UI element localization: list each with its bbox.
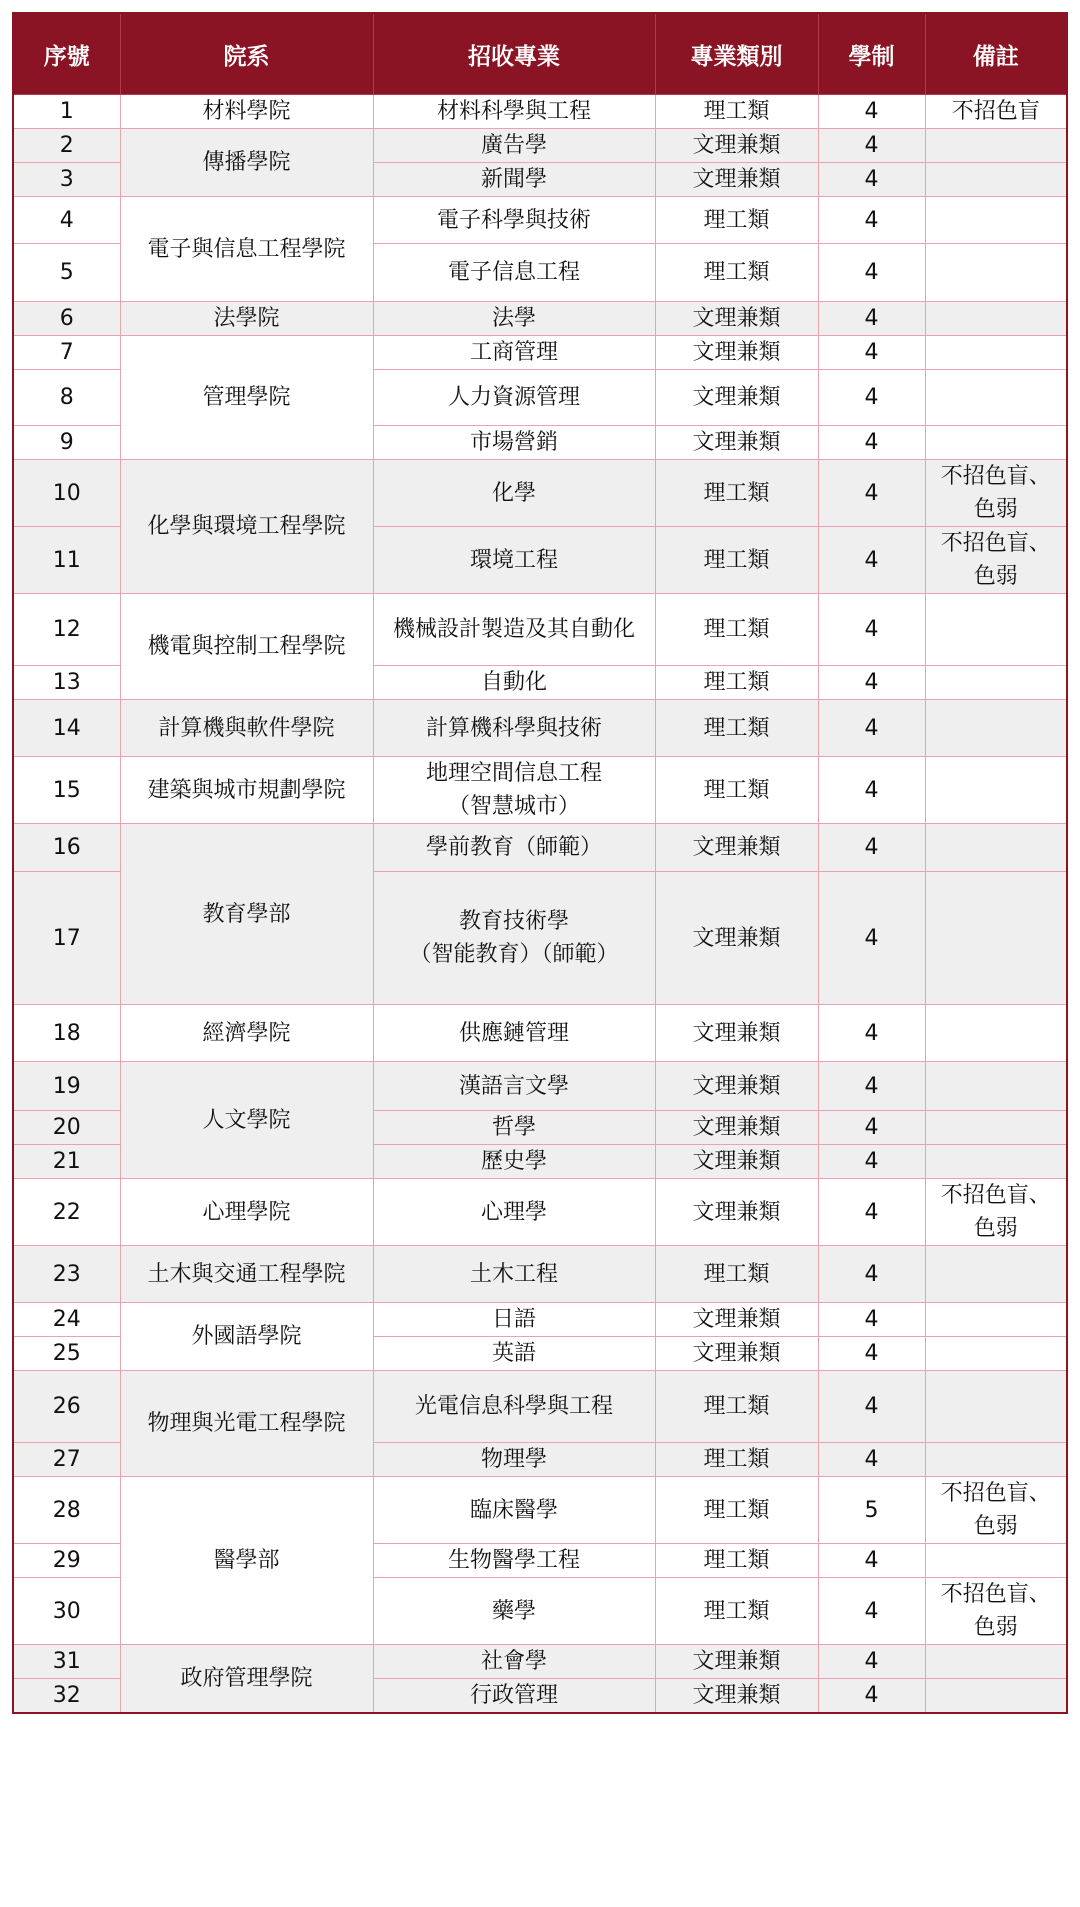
college-name: 外國語學院 — [120, 1303, 373, 1371]
college-name: 建築與城市規劃學院 — [120, 757, 373, 824]
remark — [925, 426, 1067, 460]
major-name: 計算機科學與技術 — [373, 700, 655, 757]
remark — [925, 1303, 1067, 1337]
major-name: 材料科學與工程 — [373, 95, 655, 129]
header-college: 院系 — [120, 13, 373, 95]
row-number: 12 — [13, 594, 120, 666]
program-years: 4 — [818, 1578, 925, 1645]
program-years: 4 — [818, 302, 925, 336]
row-number: 23 — [13, 1246, 120, 1303]
major-category: 理工類 — [655, 197, 818, 244]
header-row — [13, 13, 1067, 95]
program-years: 4 — [818, 527, 925, 594]
admissions-table — [12, 12, 1068, 1714]
college-name: 政府管理學院 — [120, 1645, 373, 1714]
row-number: 30 — [13, 1578, 120, 1645]
program-years: 4 — [818, 95, 925, 129]
row-number: 32 — [13, 1679, 120, 1714]
major-category: 文理兼類 — [655, 302, 818, 336]
remark: 不招色盲、 色弱 — [925, 1578, 1067, 1645]
program-years: 5 — [818, 1477, 925, 1544]
table-row — [13, 336, 1067, 370]
program-years: 4 — [818, 426, 925, 460]
program-years: 4 — [818, 872, 925, 1005]
program-years: 4 — [818, 244, 925, 302]
college-name: 電子與信息工程學院 — [120, 197, 373, 302]
college-name: 心理學院 — [120, 1179, 373, 1246]
major-category: 文理兼類 — [655, 163, 818, 197]
college-name: 經濟學院 — [120, 1005, 373, 1062]
college-name: 人文學院 — [120, 1062, 373, 1179]
major-category: 文理兼類 — [655, 1303, 818, 1337]
college-name: 材料學院 — [120, 95, 373, 129]
remark — [925, 163, 1067, 197]
header-no: 序號 — [13, 13, 120, 95]
college-name: 化學與環境工程學院 — [120, 460, 373, 594]
major-category: 文理兼類 — [655, 1645, 818, 1679]
college-name: 機電與控制工程學院 — [120, 594, 373, 700]
header-category: 專業類別 — [655, 13, 818, 95]
college-name: 教育學部 — [120, 824, 373, 1005]
major-name: 歷史學 — [373, 1145, 655, 1179]
major-name: 物理學 — [373, 1443, 655, 1477]
program-years: 4 — [818, 1443, 925, 1477]
remark: 不招色盲、 色弱 — [925, 1179, 1067, 1246]
college-name: 物理與光電工程學院 — [120, 1371, 373, 1477]
remark — [925, 1005, 1067, 1062]
remark — [925, 757, 1067, 824]
remark — [925, 1145, 1067, 1179]
major-category: 理工類 — [655, 1371, 818, 1443]
program-years: 4 — [818, 700, 925, 757]
major-name: 教育技術學 （智能教育）（師範） — [373, 872, 655, 1005]
major-category: 理工類 — [655, 1544, 818, 1578]
row-number: 1 — [13, 95, 120, 129]
program-years: 4 — [818, 594, 925, 666]
major-category: 文理兼類 — [655, 426, 818, 460]
major-name: 新聞學 — [373, 163, 655, 197]
program-years: 4 — [818, 1145, 925, 1179]
program-years: 4 — [818, 1544, 925, 1578]
row-number: 25 — [13, 1337, 120, 1371]
program-years: 4 — [818, 666, 925, 700]
college-name: 管理學院 — [120, 336, 373, 460]
table-row — [13, 1062, 1067, 1111]
remark — [925, 244, 1067, 302]
program-years: 4 — [818, 1246, 925, 1303]
remark — [925, 1062, 1067, 1111]
remark — [925, 1544, 1067, 1578]
row-number: 28 — [13, 1477, 120, 1544]
row-number: 5 — [13, 244, 120, 302]
major-name: 光電信息科學與工程 — [373, 1371, 655, 1443]
major-category: 文理兼類 — [655, 1337, 818, 1371]
table-row — [13, 1246, 1067, 1303]
major-name: 機械設計製造及其自動化 — [373, 594, 655, 666]
major-name: 市場營銷 — [373, 426, 655, 460]
table-row — [13, 1303, 1067, 1337]
major-name: 化學 — [373, 460, 655, 527]
remark — [925, 129, 1067, 163]
row-number: 3 — [13, 163, 120, 197]
row-number: 20 — [13, 1111, 120, 1145]
remark — [925, 872, 1067, 1005]
table-row — [13, 1371, 1067, 1443]
college-name: 傳播學院 — [120, 129, 373, 197]
major-category: 文理兼類 — [655, 370, 818, 426]
major-name: 行政管理 — [373, 1679, 655, 1714]
row-number: 21 — [13, 1145, 120, 1179]
row-number: 14 — [13, 700, 120, 757]
major-name: 漢語言文學 — [373, 1062, 655, 1111]
remark — [925, 1246, 1067, 1303]
remark — [925, 1443, 1067, 1477]
table-row — [13, 302, 1067, 336]
remark: 不招色盲 — [925, 95, 1067, 129]
college-name: 醫學部 — [120, 1477, 373, 1645]
table-row — [13, 95, 1067, 129]
major-category: 理工類 — [655, 700, 818, 757]
row-number: 24 — [13, 1303, 120, 1337]
remark — [925, 197, 1067, 244]
major-category: 理工類 — [655, 666, 818, 700]
major-category: 理工類 — [655, 594, 818, 666]
program-years: 4 — [818, 163, 925, 197]
remark: 不招色盲、 色弱 — [925, 460, 1067, 527]
college-name: 土木與交通工程學院 — [120, 1246, 373, 1303]
row-number: 6 — [13, 302, 120, 336]
major-name: 土木工程 — [373, 1246, 655, 1303]
row-number: 8 — [13, 370, 120, 426]
major-name: 地理空間信息工程 （智慧城市） — [373, 757, 655, 824]
program-years: 4 — [818, 1111, 925, 1145]
major-category: 理工類 — [655, 527, 818, 594]
major-category: 文理兼類 — [655, 1179, 818, 1246]
remark: 不招色盲、 色弱 — [925, 527, 1067, 594]
major-name: 電子科學與技術 — [373, 197, 655, 244]
major-category: 理工類 — [655, 1578, 818, 1645]
major-category: 理工類 — [655, 460, 818, 527]
major-name: 廣告學 — [373, 129, 655, 163]
major-category: 理工類 — [655, 1246, 818, 1303]
major-name: 生物醫學工程 — [373, 1544, 655, 1578]
remark — [925, 700, 1067, 757]
table-row — [13, 1005, 1067, 1062]
table-row — [13, 594, 1067, 666]
row-number: 11 — [13, 527, 120, 594]
major-category: 文理兼類 — [655, 824, 818, 872]
row-number: 26 — [13, 1371, 120, 1443]
row-number: 17 — [13, 872, 120, 1005]
major-name: 電子信息工程 — [373, 244, 655, 302]
major-category: 文理兼類 — [655, 1145, 818, 1179]
major-name: 人力資源管理 — [373, 370, 655, 426]
program-years: 4 — [818, 1303, 925, 1337]
table-row — [13, 1477, 1067, 1544]
program-years: 4 — [818, 197, 925, 244]
table-row — [13, 460, 1067, 527]
major-name: 自動化 — [373, 666, 655, 700]
program-years: 4 — [818, 1179, 925, 1246]
major-category: 文理兼類 — [655, 1062, 818, 1111]
remark — [925, 666, 1067, 700]
major-name: 社會學 — [373, 1645, 655, 1679]
program-years: 4 — [818, 370, 925, 426]
row-number: 7 — [13, 336, 120, 370]
program-years: 4 — [818, 1005, 925, 1062]
major-category: 文理兼類 — [655, 872, 818, 1005]
major-category: 理工類 — [655, 95, 818, 129]
row-number: 10 — [13, 460, 120, 527]
header-major: 招收專業 — [373, 13, 655, 95]
major-name: 日語 — [373, 1303, 655, 1337]
row-number: 31 — [13, 1645, 120, 1679]
remark — [925, 1337, 1067, 1371]
table-row — [13, 700, 1067, 757]
row-number: 13 — [13, 666, 120, 700]
major-category: 文理兼類 — [655, 1111, 818, 1145]
remark — [925, 824, 1067, 872]
major-name: 心理學 — [373, 1179, 655, 1246]
table-row — [13, 757, 1067, 824]
table-row — [13, 1645, 1067, 1679]
row-number: 27 — [13, 1443, 120, 1477]
remark — [925, 594, 1067, 666]
remark — [925, 336, 1067, 370]
row-number: 4 — [13, 197, 120, 244]
major-name: 哲學 — [373, 1111, 655, 1145]
program-years: 4 — [818, 129, 925, 163]
major-name: 臨床醫學 — [373, 1477, 655, 1544]
program-years: 4 — [818, 1645, 925, 1679]
program-years: 4 — [818, 824, 925, 872]
program-years: 4 — [818, 1679, 925, 1714]
admissions-table-container — [12, 12, 1066, 1714]
row-number: 22 — [13, 1179, 120, 1246]
row-number: 2 — [13, 129, 120, 163]
major-category: 理工類 — [655, 757, 818, 824]
remark — [925, 302, 1067, 336]
major-name: 供應鏈管理 — [373, 1005, 655, 1062]
major-category: 理工類 — [655, 1443, 818, 1477]
major-category: 文理兼類 — [655, 1679, 818, 1714]
table-row — [13, 197, 1067, 244]
header-years: 學制 — [818, 13, 925, 95]
row-number: 18 — [13, 1005, 120, 1062]
program-years: 4 — [818, 1337, 925, 1371]
major-name: 藥學 — [373, 1578, 655, 1645]
row-number: 16 — [13, 824, 120, 872]
table-row — [13, 129, 1067, 163]
major-category: 文理兼類 — [655, 1005, 818, 1062]
table-row — [13, 824, 1067, 872]
program-years: 4 — [818, 757, 925, 824]
row-number: 29 — [13, 1544, 120, 1578]
major-category: 文理兼類 — [655, 336, 818, 370]
header-note: 備註 — [925, 13, 1067, 95]
major-category: 文理兼類 — [655, 129, 818, 163]
program-years: 4 — [818, 336, 925, 370]
program-years: 4 — [818, 1371, 925, 1443]
remark — [925, 1111, 1067, 1145]
remark: 不招色盲、 色弱 — [925, 1477, 1067, 1544]
remark — [925, 1645, 1067, 1679]
major-name: 環境工程 — [373, 527, 655, 594]
remark — [925, 1679, 1067, 1714]
program-years: 4 — [818, 1062, 925, 1111]
major-name: 工商管理 — [373, 336, 655, 370]
program-years: 4 — [818, 460, 925, 527]
major-name: 學前教育（師範） — [373, 824, 655, 872]
row-number: 9 — [13, 426, 120, 460]
college-name: 計算機與軟件學院 — [120, 700, 373, 757]
remark — [925, 1371, 1067, 1443]
college-name: 法學院 — [120, 302, 373, 336]
major-category: 理工類 — [655, 244, 818, 302]
major-name: 法學 — [373, 302, 655, 336]
remark — [925, 370, 1067, 426]
major-category: 理工類 — [655, 1477, 818, 1544]
major-name: 英語 — [373, 1337, 655, 1371]
row-number: 15 — [13, 757, 120, 824]
table-row — [13, 1179, 1067, 1246]
row-number: 19 — [13, 1062, 120, 1111]
